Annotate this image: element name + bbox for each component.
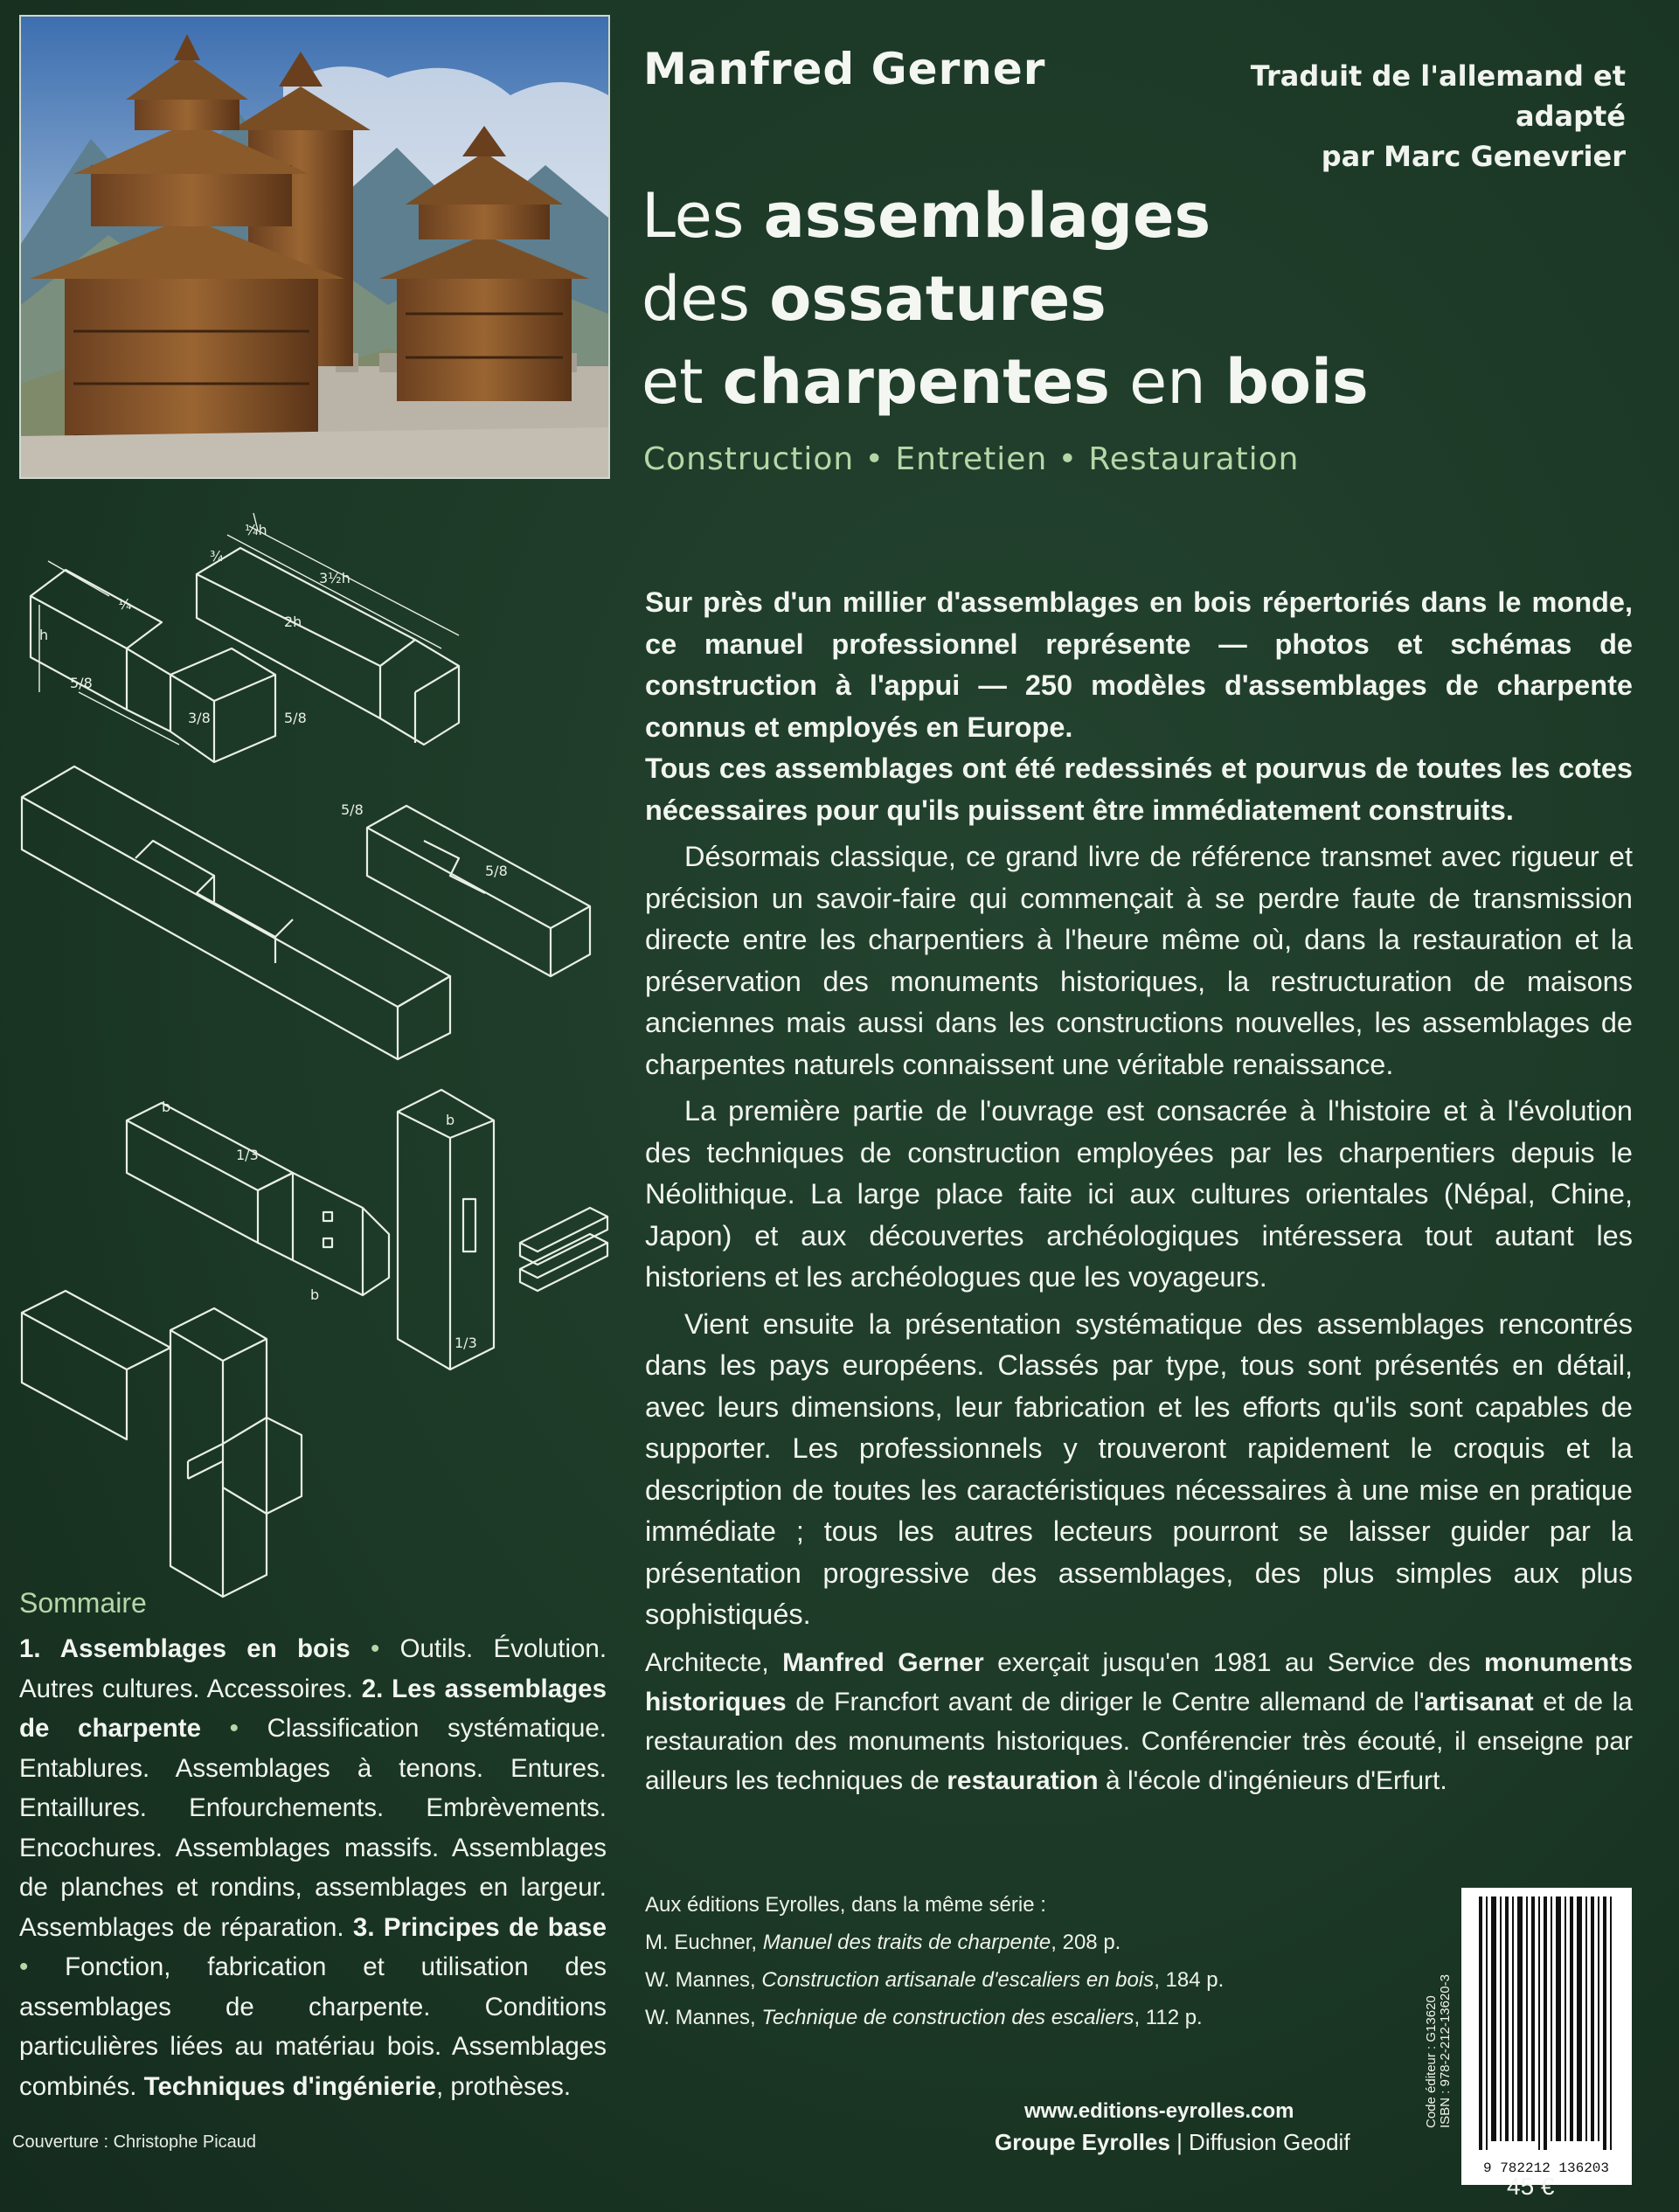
series-heading: Aux éditions Eyrolles, dans la même série : <box>645 1893 1046 1917</box>
dimension-label: b <box>162 1099 171 1115</box>
series-item <box>645 1961 1432 1999</box>
series-author: M. Euchner, <box>645 1931 763 1954</box>
description-paragraph: Vient ensuite la présentation systématique des assemblages rencontrés dans les pays européens. Classés par type, tous sont présentés en détail, avec leurs dimensions, leur fabrication et les efforts qu'ils sont capables de supporter. Les professionnels y trouveront rapidement le croquis et la description de toutes les caractéristiques nécessaires à une mise en pratique immédiate ; tous les autres lecteurs pourront se laisser guider par la présentation progressive des assemblages, des plus simples aux plus sophistiqués. <box>645 1307 1633 1630</box>
publisher-info <box>995 2129 1350 2156</box>
bio-text: et de la restauration des monuments historiques. Conférencier très écouté, il enseigne par ailleurs les techniques de <box>645 1688 1633 1795</box>
dimension-label: 5/8 <box>284 710 307 726</box>
publisher-website-link[interactable]: www.editions-eyrolles.com <box>1024 2099 1294 2123</box>
dimension-label: 5/8 <box>70 675 93 691</box>
description-lead-1: Sur près d'un millier d'assemblages en bois répertoriés dans le monde, ce manuel professionnel représente — photos et schémas de construction à l'appui — 250 modèles d'assemblages de charpente connus et employés en Europe. <box>645 586 1633 743</box>
sommaire-section: 3. Principes de base <box>352 1912 607 1942</box>
dimension-label: 1/3 <box>454 1335 477 1351</box>
title-word-bold: assemblages <box>763 180 1211 252</box>
dimension-label: 3½h <box>319 570 350 586</box>
translator-line-2: par Marc Genevrier <box>1321 140 1626 173</box>
barcode <box>1461 1888 1632 2185</box>
sommaire-section: Techniques d'ingénierie <box>143 2071 436 2101</box>
book-title <box>642 175 1369 424</box>
dimension-label: 5/8 <box>485 863 508 879</box>
dimension-label: b <box>310 1286 320 1303</box>
isbn: ISBN : 978-2-212-13620-3 <box>1438 1974 1453 2128</box>
same-series-list <box>645 1886 1432 2036</box>
bio-text: à l'école d'ingénieurs d'Erfurt. <box>1098 1766 1447 1795</box>
sommaire-text: Classification systématique. Entablures. Assemblages à tenons. Entures. Entaillures. Enfourchements. Embrèvements. Encochures. Assemblages massifs. Assemblages de planches et rondins, assemblages en largeur. Assemblages de réparation. <box>19 1714 607 1942</box>
title-word-bold: charpentes <box>722 346 1110 418</box>
cover-photo <box>19 15 610 479</box>
cover-credit: Couverture : Christophe Picaud <box>12 2132 257 2152</box>
title-word: des <box>642 263 770 335</box>
description-paragraph: La première partie de l'ouvrage est consacrée à l'histoire et à l'évolution des techniques de construction employées par les charpentiers depuis le Néolithique. La large place faite ici aux cultures orientales (Népal, Chine, Japon) et aux découvertes archéologiques intéressera tout autant les historiens et les archéologues que les voyageurs. <box>645 1095 1633 1293</box>
sommaire-text: , prothèses. <box>435 2071 572 2101</box>
bullet-icon: • <box>229 1714 239 1743</box>
description-paragraph: Désormais classique, ce grand livre de référence transmet avec rigueur et précision un savoir-faire qui commençait à se perdre faute de transmission directe entre les charpentiers à l'heure même où, dans la restauration et la préservation des monuments historiques, la restructuration de maisons anciennes mais aussi dans les constructions nouvelles, les assemblages de charpentes naturels connaissent une véritable renaissance. <box>645 841 1633 1080</box>
bio-bold: artisanat <box>1424 1688 1534 1716</box>
book-description <box>645 582 1633 1636</box>
barcode-digits: 9 782212 136203 <box>1482 2160 1610 2176</box>
dimension-label: 1/3 <box>236 1147 259 1163</box>
dimension-label: h <box>39 627 49 643</box>
title-word: et <box>642 346 723 418</box>
series-pages: , 208 p. <box>1051 1931 1121 1954</box>
title-word-bold: ossatures <box>769 263 1107 335</box>
translator-line-1: Traduit de l'allemand et adapté <box>1250 59 1626 133</box>
price: 45 € <box>1507 2173 1555 2200</box>
sommaire-text: Outils. Évolution. Autres cultures. Accessoires. <box>19 1634 607 1703</box>
sommaire-section: 2. Les assemblages de charpente <box>19 1674 607 1743</box>
code-editeur: Code éditeur : G13620 <box>1424 1995 1439 2128</box>
dimension-label: 5/8 <box>341 801 364 818</box>
bullet-icon: • <box>19 1952 29 1981</box>
series-item <box>645 1999 1432 2036</box>
publisher-separator: | <box>1169 2129 1190 2155</box>
bio-bold: monuments historiques <box>645 1648 1634 1716</box>
dimension-label: b <box>446 1112 455 1128</box>
author-name: Manfred Gerner <box>643 44 1046 94</box>
bio-text: Architecte, <box>645 1648 783 1677</box>
author-bio <box>645 1643 1633 1800</box>
bio-bold: restauration <box>947 1766 1099 1795</box>
translator-credit <box>1154 56 1626 177</box>
title-word: Les <box>642 180 764 252</box>
joinery-drawings <box>13 509 616 1575</box>
distributor-name: Diffusion Geodif <box>1189 2129 1350 2155</box>
book-subtitle: Construction • Entretien • Restauration <box>643 441 1300 477</box>
dimension-label: ¼ <box>118 596 132 613</box>
series-item <box>645 1924 1432 1961</box>
series-pages: , 112 p. <box>1134 2006 1203 2029</box>
bullet-icon: • <box>370 1634 380 1663</box>
sommaire-text: Fonction, fabrication et utilisation des assemblages de charpente. Conditions particulières liées au matériau bois. Assemblages combinés. <box>19 1952 607 2101</box>
barcode-codes <box>1425 1940 1451 2132</box>
dimension-label: 3/8 <box>188 710 211 726</box>
series-author: W. Mannes, <box>645 2006 762 2029</box>
series-pages: , 184 p. <box>1154 1968 1225 1992</box>
sommaire-contents <box>19 1629 607 2106</box>
title-word: en <box>1109 346 1225 418</box>
series-title: Technique de construction des escaliers <box>761 2006 1134 2029</box>
bio-bold: Manfred Gerner <box>782 1648 984 1677</box>
dimension-label: ¼h <box>245 522 267 538</box>
sommaire-heading: Sommaire <box>19 1587 147 1619</box>
description-lead-2: Tous ces assemblages ont été redessinés et pourvus de toutes les cotes nécessaires pour qu'ils puissent être immédiatement construits. <box>645 752 1633 826</box>
sommaire-section: 1. Assemblages en bois <box>19 1634 350 1663</box>
bio-text: de Francfort avant de diriger le Centre allemand de l' <box>786 1688 1425 1716</box>
title-word-bold: bois <box>1225 346 1369 418</box>
dimension-label: ¾ <box>210 548 224 565</box>
publisher-name: Groupe Eyrolles <box>995 2129 1170 2155</box>
bio-text: exerçait jusqu'en 1981 au Service des <box>983 1648 1484 1677</box>
dimension-label: 2h <box>284 614 302 630</box>
series-title: Construction artisanale d'escaliers en bois <box>761 1968 1155 1992</box>
series-title: Manuel des traits de charpente <box>762 1931 1051 1954</box>
series-author: W. Mannes, <box>645 1968 762 1992</box>
